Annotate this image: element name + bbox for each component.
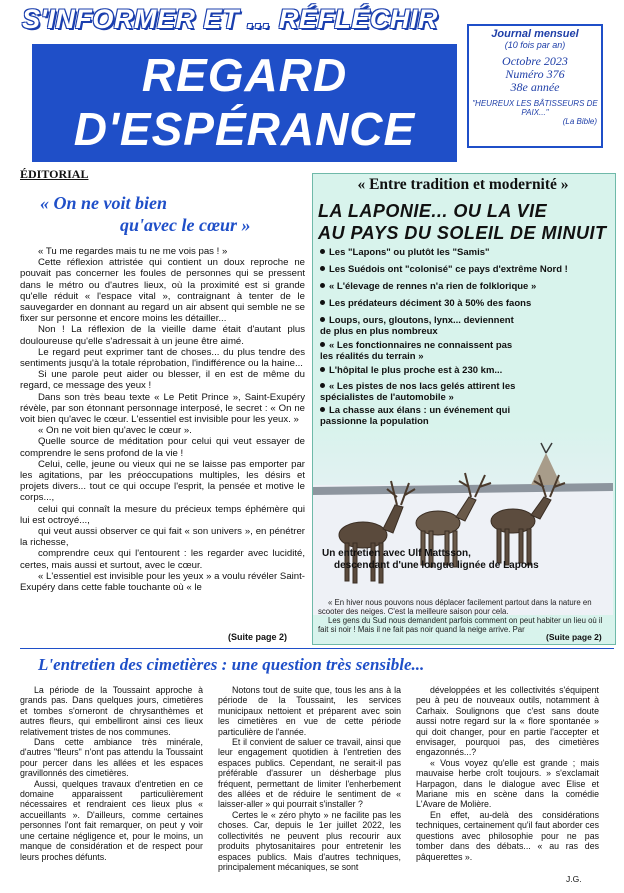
journal-frequency: (10 fois par an) — [504, 40, 566, 50]
feature-footer-paragraph: « En hiver nous pouvons nous déplacer facilement partout dans la nature en scooter des neiges. C'est la meilleure saison pour cela. — [318, 598, 592, 616]
editorial-continued: (Suite page 2) — [228, 632, 288, 642]
list-item: « L'élevage de rennes n'a rien de folklorique » — [320, 282, 605, 293]
section-divider — [20, 648, 614, 649]
caption-line1: Un entretien avec Ulf Mattsson, — [322, 548, 471, 559]
article-paragraph: En effet, au-delà des considérations techniques, certainement qu'il faut aborder ces questions avec philosophie pour ne pas tomber dans des débats... « au ras des pâquerettes ». — [416, 809, 599, 862]
editorial-paragraph: qui veut aussi observer ce qui fait « son univers », en pénétrer la richesse, — [20, 526, 305, 549]
feature-title: « Entre tradition et modernité » — [357, 176, 569, 193]
bullet-icon — [320, 367, 325, 372]
list-item: Loups, ours, gloutons, lynx... deviennent de plus en plus nombreux — [320, 315, 514, 337]
journal-type: Journal mensuel — [491, 28, 579, 40]
editorial-paragraph: Quelle source de méditation pour celui qui veut essayer de comprendre le sens profond de la vie ! — [20, 436, 305, 459]
bullet-icon — [320, 407, 325, 412]
feature-footer — [318, 598, 610, 634]
bullet-icon — [320, 266, 325, 271]
editorial-paragraph: Non ! La réflexion de la vieille dame était d'autant plus douloureuse qu'elle s'adressait à un jeune être aimé. — [20, 324, 305, 347]
editorial-body — [20, 246, 305, 631]
bullet-icon — [320, 283, 325, 288]
masthead-banner — [32, 44, 457, 162]
issue-month: Octobre 2023 — [502, 54, 568, 68]
editorial-paragraph: Celui, celle, jeune ou vieux qui ne se laisse pas emporter par les agitations, par les préoccupations multiples, les désirs et projets divers... tout ce qui occupe l'esprit, la pensée et motive le corps..., — [20, 458, 305, 504]
article-paragraph: Aussi, quelques travaux d'entretien en ce domaine apparaissent particulièrement nécessaires et rendraient ces lieux plus « accueillants ». D'ailleurs, comme certaines personnes l'ont fait remarquer, on peut y voir une certaine négligence et, pour le moins, un manque de considération et de respect pour leurs proches défunts. — [20, 778, 203, 862]
article-paragraph: développées et les collectivités s'équipent peu à peu de nouveaux outils, notamment à Carhaix. Soulignons que c'est sans doute aussi notre regard sur la « flore spontanée » qui doit changer, pour en partie l'accepter et envisager, pourquoi pas, des cimetières engazonnés...? — [416, 685, 599, 758]
feature-headline — [318, 200, 608, 244]
bullet-icon — [320, 342, 325, 347]
editorial-title-line2: qu'avec le cœur » — [120, 215, 251, 235]
article-signature: J.G. — [566, 874, 582, 884]
editorial-paragraph: Si une parole peut aider ou blesser, il en est de même du regard, ce message des yeux ! — [20, 369, 305, 392]
article-title: L'entretien des cimetières : une question très sensible... — [38, 655, 425, 674]
article-column-2 — [218, 685, 401, 885]
article-paragraph: Dans cette ambiance très minérale, d'autres "fleurs" n'ont pas attendu la Toussaint pour percer dans les allées et les espaces gravillonnés des cimetières. — [20, 737, 203, 779]
editorial-title — [40, 192, 300, 236]
list-item: « Les pistes de nos lacs gelés attirent les spécialistes de l'automobile » — [320, 381, 516, 403]
article-paragraph: Certes le « zéro phyto » ne facilite pas les choses. Car, depuis le 1er juillet 2022, les collectivités ne peuvent plus recourir aux produits phytosanitaires pour entretenir les espaces publics. Mais d'autres techniques, principalement mécaniques, se sont — [218, 809, 401, 872]
feature-headline-line1: LA LAPONIE... OU LA VIE — [318, 201, 548, 221]
list-item: Les "Lapons" ou plutôt les "Samis" — [320, 248, 605, 259]
bullet-icon — [320, 300, 325, 305]
article-column-1 — [20, 685, 203, 885]
list-item: Les Suédois ont "colonisé" ce pays d'extrême Nord ! — [320, 265, 605, 276]
reindeer-illustration — [313, 425, 613, 615]
caption-line2: descendant d'une longue lignée de Lapons — [334, 560, 539, 571]
issue-quote: "HEUREUX LES BÂTISSEURS DE PAIX..." — [472, 99, 598, 117]
editorial-paragraph: Cette réflexion attristée qui contient un doux reproche ne pouvait pas concerner les foules de personnes qui se pressent dans le métro ou d'autres lieux, où la proximité est si grande qu'elle réduit « l'espace vital », contraignant à tenter de le sauvegarder en donnant au regard un air absent qui semble ne se fixer sur personne et encore moins les détailler... — [20, 257, 305, 325]
list-item: L'hôpital le plus proche est à 230 km... — [320, 366, 605, 377]
article-paragraph: Et il convient de saluer ce travail, ainsi que leur engagement quotidien à l'entretien des espaces publics. Cependant, ne serait-il pas préférable d'assurer un désherbage plus fréquent, permettant de limiter l'enherbement des allées et de réduire le sentiment de « laisser-aller » qui pourrait s'installer ? — [218, 737, 401, 810]
bullet-icon — [320, 249, 325, 254]
article-paragraph: La période de la Toussaint approche à grands pas. Dans quelques jours, cimetières et tombes s'orneront de chrysanthèmes et autres fleurs, qui embelliront ainsi ces lieux relativement tristes de nos communes. — [20, 685, 203, 737]
article-paragraph: Notons tout de suite que, tous les ans à la période de la Toussaint, les services municipaux nettoient et préparent avec soin les cimetières en vue de cette période particulière de l'année. — [218, 685, 401, 737]
editorial-paragraph: « On ne voit bien qu'avec le cœur ». — [38, 425, 192, 437]
feature-footer-paragraph: Les gens du Sud nous demandent parfois comment on peut habiter un lieu où il fait si noir ! Mais il ne fait pas noir quand la neige arrive. Par — [318, 616, 603, 634]
bullet-icon — [320, 383, 325, 388]
list-item: La chasse aux élans : un événement qui passionne la population — [320, 405, 511, 427]
editorial-paragraph: « Tu me regardes mais tu ne me vois pas ! » — [38, 246, 228, 257]
masthead-title-line2: D'ESPÉRANCE — [73, 103, 416, 155]
editorial-paragraph: celui qui connaît la mesure du précieux temps éphémère qui lui est octroyé..., — [20, 503, 305, 526]
masthead-title-line1: REGARD — [141, 49, 348, 101]
bullet-icon — [320, 317, 325, 322]
quote-source: (La Bible) — [562, 117, 597, 126]
photo-caption — [322, 548, 608, 572]
editorial-paragraph: comprendre ceux qui l'entourent : les regarder avec lucidité, certes, mais aussi et surtout, avec le cœur. — [20, 548, 305, 571]
editorial-title-line1: « On ne voit bien — [40, 193, 168, 213]
feature-continued: (Suite page 2) — [546, 632, 602, 642]
article-column-3 — [416, 685, 599, 885]
tagline: S'INFORMER ET ... RÉFLÉCHIR — [22, 4, 438, 34]
list-item: « Les fonctionnaires ne connaissent pas les réalités du terrain » — [320, 340, 513, 362]
editorial-paragraph: Le regard peut exprimer tant de choses... du plus tendre des sentiments jusqu'à la totale réprobation, l'indifférence ou la haine... — [20, 346, 305, 370]
editorial-label: ÉDITORIAL — [20, 167, 89, 181]
issue-number: Numéro 376 — [505, 67, 565, 81]
editorial-paragraph: Dans son très beau texte « Le Petit Prince », Saint-Exupéry révèle, par son étonnant personnage interposé, le secret : « On ne voit bien qu'avec le cœur. L'essentiel est invisible pour les yeux. » — [20, 391, 305, 426]
issue-year: 38e année — [510, 80, 560, 94]
editorial-paragraph: « L'essentiel est invisible pour les yeux » a voulu révéler Saint-Exupéry dans cette fable touchante où « le — [20, 570, 305, 594]
feature-headline-line2: AU PAYS DU SOLEIL DE MINUIT — [318, 223, 607, 243]
issue-info-box — [467, 24, 603, 148]
list-item: Les prédateurs déciment 30 à 50% des faons — [320, 299, 605, 310]
reindeer-photo — [313, 425, 613, 615]
article-paragraph: « Vous voyez qu'elle est grande ; mais mauvaise herbe croît toujours. » s'exclamait Harpagon, dans le dialogue avec Elise et Mariane mis en scène dans la comédie L'Avare de Molière. — [416, 757, 599, 810]
